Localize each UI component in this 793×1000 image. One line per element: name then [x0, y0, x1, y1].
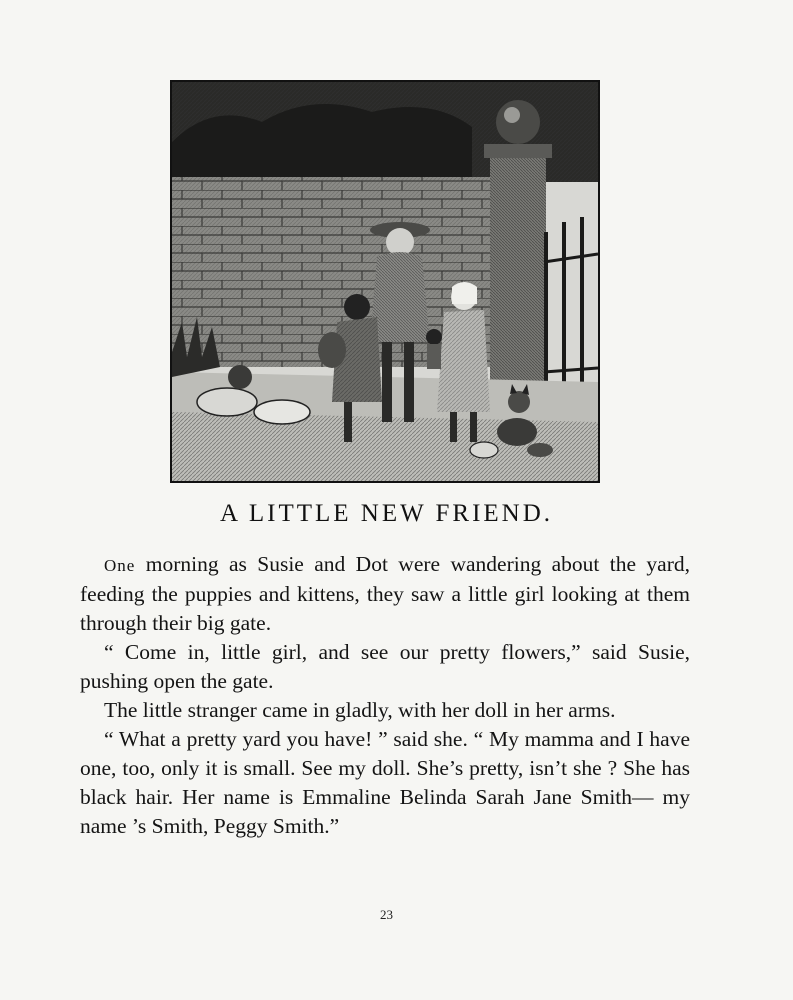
- paragraph-1-text: morning as Susie and Dot were wandering about the yard, feeding the puppies and kittens, they saw a little girl looking at them through their big gate.: [80, 552, 690, 635]
- paragraph-4: “ What a pretty yard you have! ” said she. “ My mamma and I have one, too, only it is small. See my doll. She’s pretty, isn’t she ? She has black hair. Her name is Emmaline Belinda Sarah Jane Smith— my name ’s Smith, Peggy Smith.”: [80, 727, 690, 838]
- paragraph-1: [80, 550, 690, 638]
- children-at-gate-icon: [172, 82, 598, 481]
- opening-smallcaps: One: [104, 556, 136, 575]
- paragraph-3: The little stranger came in gladly, with her doll in her arms.: [104, 698, 616, 722]
- paragraph-2: “ Come in, little girl, and see our pretty flowers,” said Susie, pushing open the gate.: [80, 640, 690, 693]
- engraving-illustration: [170, 80, 600, 483]
- story-title: A LITTLE NEW FRIEND.: [219, 500, 554, 527]
- page-number: 23: [380, 907, 393, 922]
- story-text: [80, 550, 690, 841]
